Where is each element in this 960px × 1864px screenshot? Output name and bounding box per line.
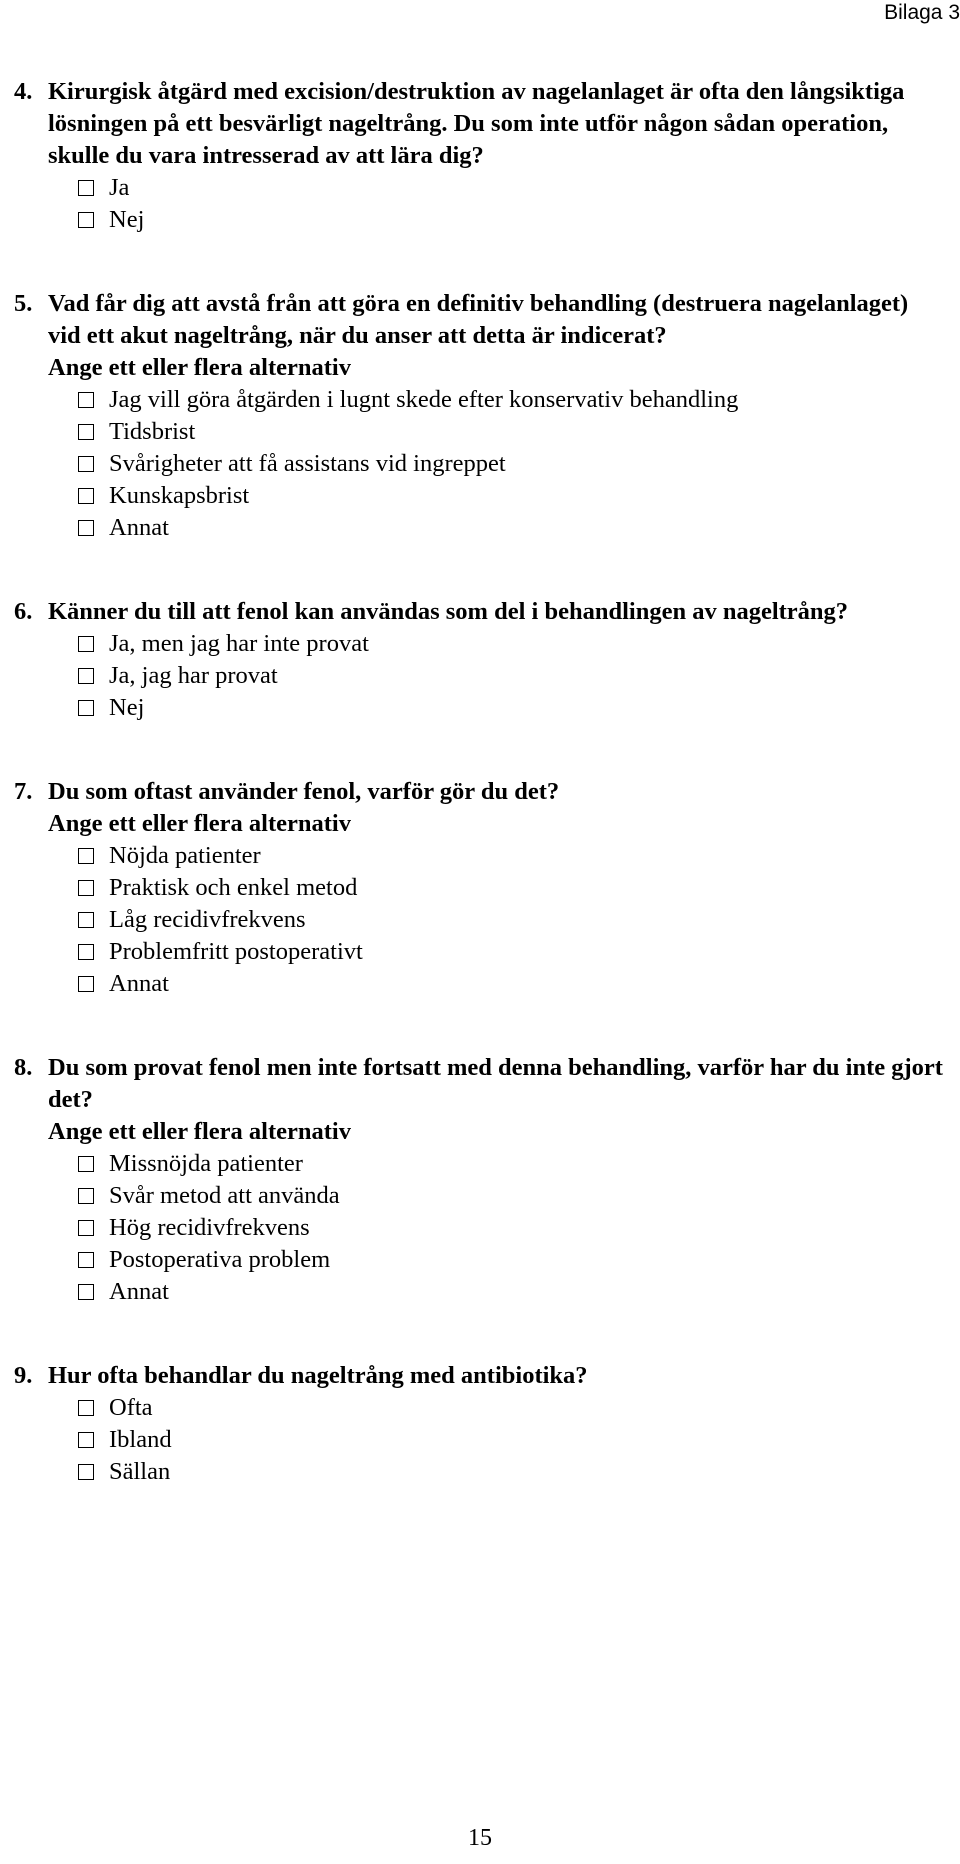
option-label: Annat	[109, 514, 169, 541]
option-label: Ofta	[109, 1394, 153, 1421]
option-label: Ja, men jag har inte provat	[109, 630, 369, 657]
question-instruction: Ange ett eller flera alternativ	[48, 354, 351, 381]
option-label: Låg recidivfrekvens	[109, 906, 306, 933]
option-label: Annat	[109, 970, 169, 997]
option-checkbox[interactable]	[78, 660, 944, 692]
option-checkbox[interactable]	[78, 480, 944, 512]
option-checkbox[interactable]	[78, 872, 944, 904]
option-label: Ja, jag har provat	[109, 662, 278, 689]
checkbox-icon[interactable]	[78, 488, 94, 504]
question-text: Du som oftast använder fenol, varför gör du det?	[48, 778, 560, 805]
option-label: Praktisk och enkel metod	[109, 874, 358, 901]
question-4	[14, 76, 944, 236]
checkbox-icon[interactable]	[78, 1188, 94, 1204]
question-number: 8.	[14, 1054, 33, 1081]
option-checkbox[interactable]	[78, 1212, 944, 1244]
checkbox-icon[interactable]	[78, 456, 94, 472]
question-text: Kirurgisk åtgärd med excision/destruktion av nagelanlaget är ofta den långsiktiga lösningen på ett besvärligt nageltrång. Du som inte utför någon sådan operation, skulle du vara intresserad av att lära dig?	[48, 78, 905, 169]
checkbox-icon[interactable]	[78, 1156, 94, 1172]
question-8	[14, 1052, 944, 1308]
option-label: Hög recidivfrekvens	[109, 1214, 310, 1241]
checkbox-icon[interactable]	[78, 1252, 94, 1268]
checkbox-icon[interactable]	[78, 424, 94, 440]
option-label: Nöjda patienter	[109, 842, 261, 869]
question-number: 7.	[14, 778, 33, 805]
option-checkbox[interactable]	[78, 1276, 944, 1308]
question-text: Du som provat fenol men inte fortsatt med denna behandling, varför har du inte gjort det?	[48, 1054, 943, 1113]
option-checkbox[interactable]	[78, 1244, 944, 1276]
option-checkbox[interactable]	[78, 968, 944, 1000]
option-label: Jag vill göra åtgärden i lugnt skede efter konservativ behandling	[109, 386, 739, 413]
option-checkbox[interactable]	[78, 1392, 944, 1424]
option-label: Postoperativa problem	[109, 1246, 331, 1273]
option-checkbox[interactable]	[78, 1424, 944, 1456]
checkbox-icon[interactable]	[78, 912, 94, 928]
question-instruction: Ange ett eller flera alternativ	[48, 1118, 351, 1145]
question-title	[14, 1052, 944, 1116]
question-5	[14, 288, 944, 544]
option-checkbox[interactable]	[78, 204, 944, 236]
checkbox-icon[interactable]	[78, 1432, 94, 1448]
question-title	[14, 76, 944, 172]
checkbox-icon[interactable]	[78, 520, 94, 536]
option-label: Annat	[109, 1278, 169, 1305]
question-text: Vad får dig att avstå från att göra en definitiv behandling (destruera nagelanlaget) vid ett akut nageltrång, när du anser att detta är indicerat?	[48, 290, 909, 349]
checkbox-icon[interactable]	[78, 880, 94, 896]
checkbox-icon[interactable]	[78, 1220, 94, 1236]
option-label: Kunskapsbrist	[109, 482, 250, 509]
option-checkbox[interactable]	[78, 172, 944, 204]
option-label: Missnöjda patienter	[109, 1150, 303, 1177]
option-checkbox[interactable]	[78, 1180, 944, 1212]
appendix-label: Bilaga 3	[884, 1, 960, 24]
checkbox-icon[interactable]	[78, 668, 94, 684]
checkbox-icon[interactable]	[78, 976, 94, 992]
question-title	[14, 596, 944, 628]
option-checkbox[interactable]	[78, 448, 944, 480]
question-title	[14, 1360, 944, 1392]
question-title	[14, 288, 944, 352]
question-title	[14, 776, 944, 808]
checkbox-icon[interactable]	[78, 636, 94, 652]
option-checkbox[interactable]	[78, 936, 944, 968]
question-6	[14, 596, 944, 724]
option-checkbox[interactable]	[78, 904, 944, 936]
checkbox-icon[interactable]	[78, 848, 94, 864]
option-label: Problemfritt postoperativt	[109, 938, 363, 965]
questionnaire	[0, 76, 960, 1488]
option-label: Ja	[109, 174, 130, 201]
question-number: 4.	[14, 78, 33, 105]
question-number: 5.	[14, 290, 33, 317]
option-checkbox[interactable]	[78, 384, 944, 416]
option-label: Tidsbrist	[109, 418, 196, 445]
question-number: 6.	[14, 598, 33, 625]
option-checkbox[interactable]	[78, 628, 944, 660]
option-label: Svår metod att använda	[109, 1182, 340, 1209]
checkbox-icon[interactable]	[78, 944, 94, 960]
question-instruction: Ange ett eller flera alternativ	[48, 810, 351, 837]
option-checkbox[interactable]	[78, 1148, 944, 1180]
checkbox-icon[interactable]	[78, 212, 94, 228]
question-7	[14, 776, 944, 1000]
option-label: Nej	[109, 206, 145, 233]
checkbox-icon[interactable]	[78, 1464, 94, 1480]
option-checkbox[interactable]	[78, 840, 944, 872]
option-label: Svårigheter att få assistans vid ingreppet	[109, 450, 506, 477]
question-text: Hur ofta behandlar du nageltrång med antibiotika?	[48, 1362, 588, 1389]
checkbox-icon[interactable]	[78, 392, 94, 408]
page-number: 15	[468, 1825, 492, 1851]
checkbox-icon[interactable]	[78, 180, 94, 196]
checkbox-icon[interactable]	[78, 700, 94, 716]
option-checkbox[interactable]	[78, 416, 944, 448]
option-label: Nej	[109, 694, 145, 721]
option-label: Ibland	[109, 1426, 172, 1453]
checkbox-icon[interactable]	[78, 1400, 94, 1416]
question-9	[14, 1360, 944, 1488]
checkbox-icon[interactable]	[78, 1284, 94, 1300]
question-text: Känner du till att fenol kan användas som del i behandlingen av nageltrång?	[48, 598, 849, 625]
option-checkbox[interactable]	[78, 692, 944, 724]
option-checkbox[interactable]	[78, 512, 944, 544]
option-checkbox[interactable]	[78, 1456, 944, 1488]
option-label: Sällan	[109, 1458, 171, 1485]
question-number: 9.	[14, 1362, 33, 1389]
